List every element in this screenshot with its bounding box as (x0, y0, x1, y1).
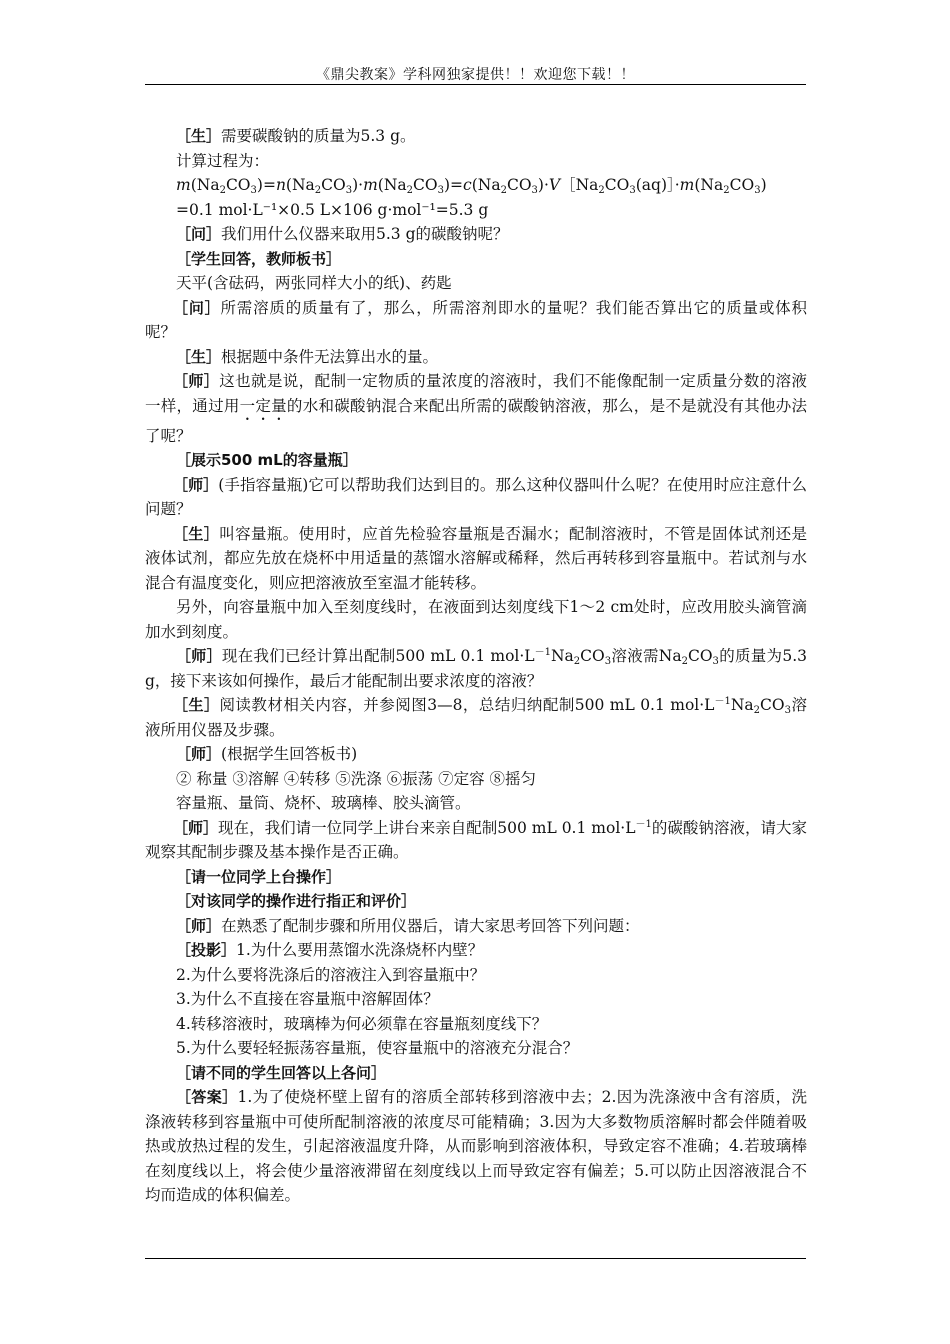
answer-paragraph (145, 1085, 807, 1208)
paragraph: 计算过程为： (176, 151, 270, 170)
var-m: m (679, 176, 695, 194)
label-student: ［生］ (173, 524, 220, 543)
paragraph (145, 345, 807, 370)
var-c: c (463, 176, 472, 194)
text: 根据题中条件无法算出水的量。 (221, 347, 439, 366)
text: 所需溶质的质量有了，那么，所需溶剂即水的量呢？我们能否算出它的质量或体积呢？ (145, 298, 807, 341)
paragraph (145, 296, 807, 345)
section-note: ［学生回答，教师板书］ (176, 249, 342, 268)
paragraph (145, 742, 807, 767)
instruments-line: 容量瓶、量筒、烧杯、玻璃棒、胶头滴管。 (176, 794, 471, 812)
text: 1.为什么要用蒸馏水洗涤烧杯内壁？ (236, 941, 484, 959)
sub: 3 (531, 185, 538, 196)
text: CO (225, 176, 251, 194)
paragraph (145, 693, 807, 742)
question-item: 4.转移溶液时，玻璃棒为何必须靠在容量瓶刻度线下？ (176, 1014, 548, 1033)
text: CO (580, 647, 605, 665)
paragraph (145, 369, 807, 448)
sub: 2 (573, 656, 581, 667)
formula-line (145, 173, 807, 198)
question-item: 2.为什么要将洗涤后的溶液注入到容量瓶中？ (176, 965, 486, 984)
text: 我们用什么仪器来取用5.3 g的碳酸钠呢？ (221, 225, 509, 243)
sub: 3 (604, 656, 612, 667)
var-v: V (548, 176, 561, 194)
text: Na (550, 647, 574, 665)
var-m: m (176, 176, 191, 194)
paragraph (145, 522, 807, 596)
steps-line: ② 称量 ③溶解 ④转移 ⑤洗涤 ⑥振荡 ⑦定容 ⑧摇匀 (176, 769, 536, 788)
text: 现在我们已经计算出配制500 mL 0.1 mol·L (221, 647, 535, 665)
text: )= (256, 176, 276, 194)
text: (Na (190, 176, 220, 194)
text: 的水和碳酸钠混合来配出所需的碳酸钠溶液，那么，是不是就没有其他办法了呢？ (145, 396, 807, 445)
sub: 2 (406, 185, 414, 196)
label-teacher: ［师］ (173, 372, 220, 390)
label-student: ［生］ (176, 127, 222, 145)
header-rule (145, 84, 806, 85)
text: 溶液所用仪器及步骤。 (145, 696, 807, 739)
sup: －1 (714, 696, 731, 707)
text: )· (537, 176, 549, 194)
section-note: ［请一位同学上台操作］ (176, 867, 342, 886)
label-teacher: ［师］ (176, 916, 222, 935)
paragraph (145, 222, 807, 247)
label-teacher: ［师］ (173, 818, 219, 837)
label-student: ［生］ (173, 696, 220, 714)
section-note: ［请不同的学生回答以上各问］ (176, 1063, 387, 1082)
text: 现在，我们请一位同学上讲台来亲自配制500 mL 0.1 mol·L (218, 818, 636, 837)
text: 叫容量瓶。使用时，应首先检验容量瓶是否漏水；配制溶液时，不管是固体试剂还是液体试剂，都应先放在烧杯中用适量的蒸馏水溶解或稀释，然后再转移到容量瓶中。若试剂与水混合有温度变化，则应把溶液放至室温才能转移。 (145, 524, 807, 592)
text: (根据学生回答板书) (221, 745, 358, 763)
question-item (145, 938, 807, 963)
label-teacher: ［师］ (173, 475, 219, 494)
text: 1.为了使烧杯壁上留有的溶质全部转移到溶液中去；2.因为洗涤液中含有溶质，洗涤液转移到容量瓶中可使所配制溶液的浓度尽可能精确；3.因为大多数物质溶解时都会伴随着吸热或放热过程的发生，引起溶液温度升降，从而影响到溶液体积，导致定容不准确；4.若玻璃棒在刻度线以上，将会使少量溶液滞留在刻度线以上而导致定容有偏差；5.可以防止因溶液混合不均而造成的体积偏差。 (145, 1088, 807, 1204)
text: (Na (471, 176, 501, 194)
text: CO (321, 176, 346, 194)
text: CO (413, 176, 438, 194)
paragraph: 另外，向容量瓶中加入至刻度线时，在液面到达刻度线下1～2 cm处时，应改用胶头滴管滴加水到刻度。 (145, 598, 807, 641)
text: CO (760, 696, 785, 714)
text: 溶液需Na (611, 647, 682, 665)
paragraph (145, 816, 807, 865)
text: CO (729, 176, 755, 194)
sub: 2 (314, 185, 322, 196)
sub: 3 (250, 185, 257, 196)
label-answer: ［答案］ (176, 1088, 238, 1106)
sub: 2 (753, 705, 761, 716)
sub: 2 (723, 185, 730, 196)
section-note: ［展示500 mL的容量瓶］ (176, 451, 358, 469)
text: 在熟悉了配制步骤和所用仪器后，请大家思考回答下列问题： (221, 916, 640, 935)
text: 的碳酸钠溶液，请大家观察其配制步骤及基本操作是否正确。 (145, 818, 807, 861)
text: )= (443, 176, 464, 194)
text: 阅读教材相关内容，并参阅图3—8，总结归纳配制500 mL 0.1 mol·L (219, 696, 715, 714)
label-projection: ［投影］ (176, 941, 237, 959)
text: CO (506, 176, 532, 194)
label-question: ［问］ (173, 298, 221, 317)
label-student: ［生］ (176, 347, 222, 366)
sub: 3 (629, 185, 636, 196)
text: (Na (377, 176, 407, 194)
sub: 2 (681, 656, 688, 667)
text: ［Na (560, 176, 599, 194)
sup: －1 (534, 647, 551, 658)
sub: 2 (500, 185, 507, 196)
page-header: 《鼎尖教案》学科网独家提供！！欢迎您下载！！ (316, 67, 635, 83)
text: CO (604, 176, 630, 194)
sub: 3 (345, 185, 353, 196)
formula-line: =0.1 mol·L⁻¹×0.5 L×106 g·mol⁻¹=5.3 g (176, 200, 489, 219)
label-teacher: ［师］ (176, 745, 222, 763)
question-item: 5.为什么要轻轻振荡容量瓶，使容量瓶中的溶液充分混合？ (176, 1039, 579, 1057)
text: Na (730, 696, 754, 714)
paragraph (145, 914, 807, 939)
label-teacher: ［师］ (176, 647, 222, 665)
paragraph: 天平(含砝码，两张同样大小的纸)、药匙 (176, 274, 452, 292)
footer-rule (145, 1258, 806, 1259)
text: CO (687, 647, 713, 665)
text: 这也就是说，配制一定物质的量浓度的溶液时，我们不能像配制一定质量分数的溶液一样，通过用 (145, 372, 807, 415)
text: (aq)］· (635, 176, 680, 194)
text: 需要碳酸钠的质量为5.3 g。 (221, 127, 416, 145)
paragraph (145, 644, 807, 693)
sub: 2 (219, 185, 226, 196)
question-item: 3.为什么不直接在容量瓶中溶解固体？ (176, 990, 439, 1008)
text: (Na (285, 176, 315, 194)
text: ) (760, 176, 767, 194)
paragraph (145, 473, 807, 522)
text: (Na (694, 176, 724, 194)
label-question: ［问］ (176, 225, 222, 243)
sub: 3 (784, 705, 791, 716)
text: (手指容量瓶)它可以帮助我们达到目的。那么这种仪器叫什么呢？在使用时应注意什么问题？ (145, 475, 807, 518)
sub: 2 (598, 185, 605, 196)
sub: 3 (437, 185, 444, 196)
emphasis-text: 一定量 (239, 396, 287, 415)
document-body (145, 124, 807, 1208)
sub: 3 (712, 656, 719, 667)
var-n: n (275, 176, 286, 194)
sub: 3 (754, 185, 761, 196)
sup: －1 (635, 818, 652, 830)
var-m: m (363, 176, 378, 194)
text: )· (352, 176, 364, 194)
paragraph (145, 124, 807, 149)
text: 的质量为5.3 g，接下来该如何操作，最后才能配制出要求浓度的溶液？ (145, 647, 807, 690)
section-note: ［对该同学的操作进行指正和评价］ (176, 892, 417, 910)
